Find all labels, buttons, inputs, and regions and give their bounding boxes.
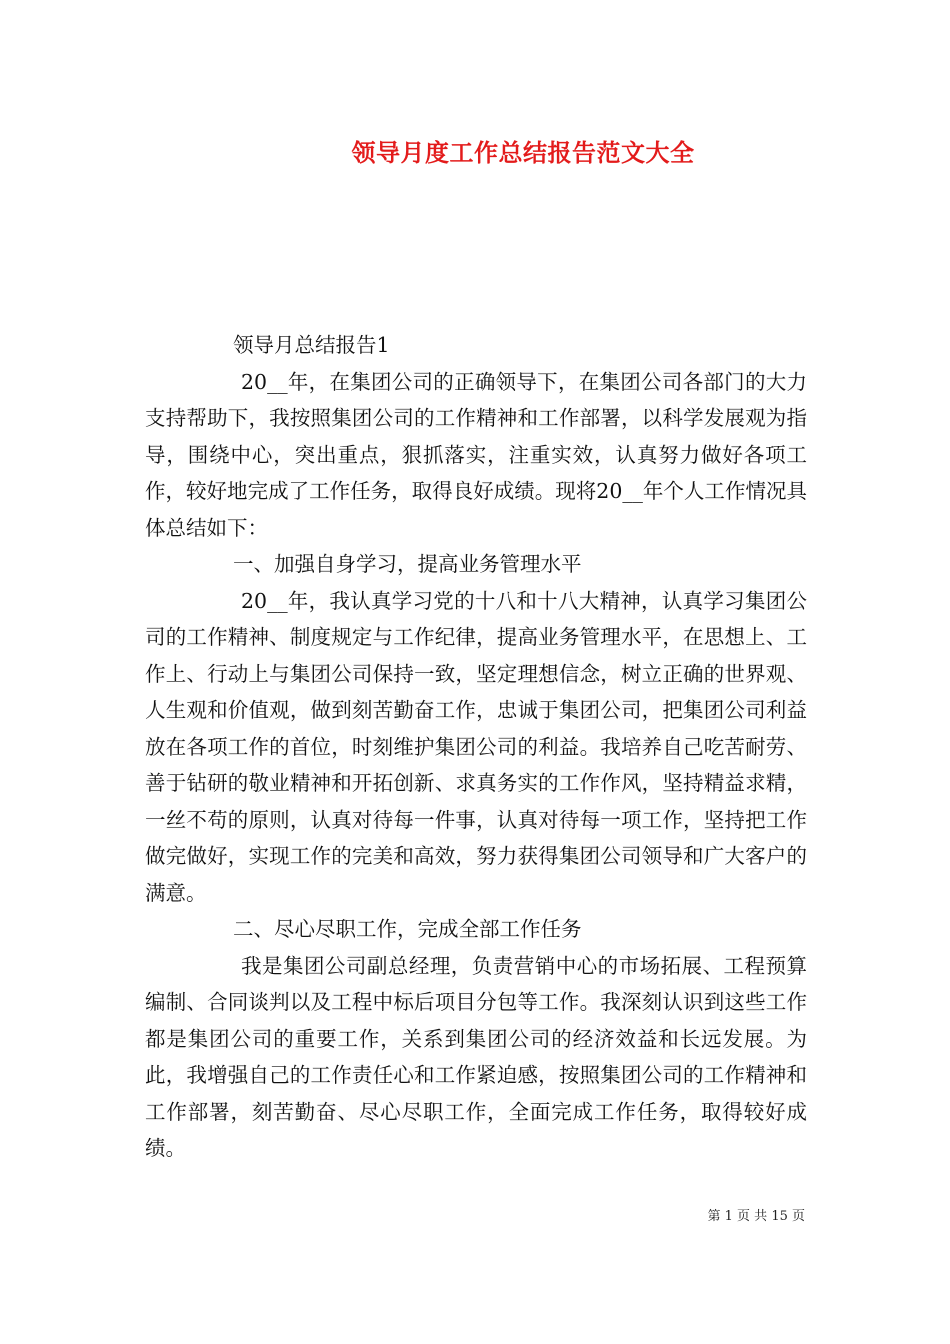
report-heading: 领导月总结报告1 (233, 333, 390, 357)
section-heading-1: 一、加强自身学习，提高业务管理水平 (233, 552, 582, 576)
document-title-text: 领导月度工作总结报告范文大全 (351, 138, 695, 167)
paragraph-section-2: 我是集团公司副总经理，负责营销中心的市场拓展、工程预算编制、合同谈判以及工程中标后项目分包等工作。我深刻认识到这些工作都是集团公司的重要工作，关系到集团公司的经济效益和长远发展。为此，我增强自己的工作责任心和工作紧迫感，按照集团公司的工作精神和工作部署，刻苦勤奋、尽心尽职工作，全面完成工作任务，取得较好成绩。 (145, 953, 807, 1160)
section-heading-2: 二、尽心尽职工作，完成全部工作任务 (233, 917, 582, 941)
document-title (0, 133, 950, 168)
paragraph-intro: 20__年，在集团公司的正确领导下，在集团公司各部门的大力支持帮助下，我按照集团公司的工作精神和工作部署，以科学发展观为指导，围绕中心，突出重点，狠抓落实，注重实效，认真努力做好各项工作，较好地完成了工作任务，取得良好成绩。现将20__年个人工作情况具体总结如下： (145, 369, 807, 540)
document-body (145, 327, 807, 1167)
page-number-footer: 第 1 页 共 15 页 (707, 1209, 805, 1224)
paragraph-section-1: 20__年，我认真学习党的十八和十八大精神，认真学习集团公司的工作精神、制度规定与工作纪律，提高业务管理水平，在思想上、工作上、行动上与集团公司保持一致，坚定理想信念，树立正确的世界观、人生观和价值观，做到刻苦勤奋工作，忠诚于集团公司，把集团公司利益放在各项工作的首位，时刻维护集团公司的利益。我培养自己吃苦耐劳、善于钻研的敬业精神和开拓创新、求真务实的工作作风，坚持精益求精，一丝不苟的原则，认真对待每一件事，认真对待每一项工作，坚持把工作做完做好，实现工作的完美和高效，努力获得集团公司领导和广大客户的满意。 (145, 588, 807, 905)
